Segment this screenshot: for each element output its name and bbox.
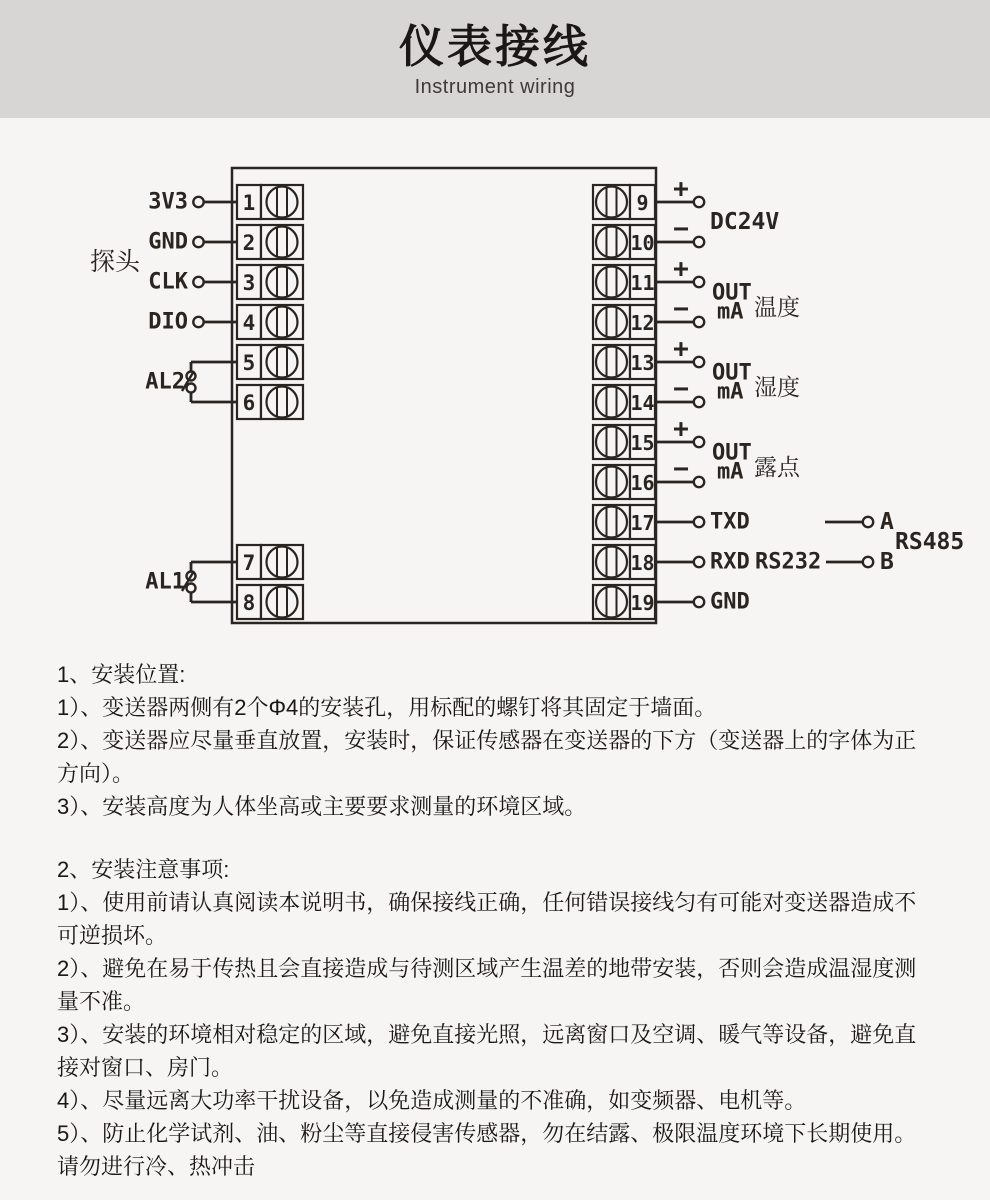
- wire-terminal-dot: [694, 197, 704, 207]
- terminal-3: [148, 265, 303, 299]
- polarity-sign: −: [673, 214, 689, 244]
- terminal-number: 12: [630, 311, 655, 335]
- terminal-6: [237, 385, 303, 419]
- wire-terminal-dot: [193, 197, 203, 207]
- screw-icon: [596, 467, 627, 498]
- terminal-number: 18: [630, 551, 655, 575]
- terminal-number: 1: [242, 191, 256, 215]
- wiring-diagram-section: [0, 118, 990, 650]
- terminal-number: 15: [630, 431, 655, 455]
- switch-label-AL2: AL2: [145, 369, 185, 395]
- page-header: [0, 0, 990, 118]
- terminal-14: [593, 374, 704, 419]
- wire-terminal-dot: [694, 477, 704, 487]
- terminal-4: [148, 305, 303, 339]
- note-item: 2）、变送器应尽量垂直放置，安装时，保证传感器在变送器的下方（变送器上的字体为正方向）。: [57, 728, 917, 786]
- installation-notes: [0, 650, 990, 1183]
- terminal-10: [593, 214, 704, 259]
- screw-icon: [596, 587, 627, 618]
- note-item: 4）、尽量远离大功率干扰设备，以免造成测量的不准确，如变频器、电机等。: [57, 1088, 807, 1113]
- screw-icon: [267, 547, 298, 578]
- screw-icon: [267, 347, 298, 378]
- section-heading: 1、安装位置:: [57, 662, 186, 687]
- terminal-16: [593, 454, 704, 499]
- terminal-11: [593, 254, 704, 299]
- terminal-number: 7: [242, 551, 256, 575]
- wiring-diagram: [0, 118, 990, 650]
- pin-label-CLK: CLK: [148, 269, 188, 295]
- switch-AL1: [145, 562, 237, 602]
- group-label-露点: [712, 441, 801, 485]
- terminal-number: 6: [242, 391, 256, 415]
- note-item: 3）、安装的环境相对稳定的区域，避免直接光照，远离窗口及空调、暖气等设备，避免直接对窗口、房门。: [57, 1022, 917, 1080]
- group-out: OUT: [712, 440, 752, 466]
- terminal-number: 11: [630, 271, 655, 295]
- terminal-13: [593, 334, 704, 379]
- terminal-18: [593, 545, 821, 579]
- screw-icon: [596, 307, 627, 338]
- section-install-position: [57, 658, 937, 823]
- polarity-sign: −: [673, 294, 689, 324]
- pin-label-DIO: DIO: [148, 309, 188, 335]
- terminal-19: [593, 585, 750, 619]
- pin-label-GND: GND: [710, 589, 750, 615]
- note-item: 2）、避免在易于传热且会直接造成与待测区域产生温差的地带安装，否则会造成温湿度测量不准。: [57, 956, 917, 1014]
- switch-label-AL1: AL1: [145, 569, 185, 595]
- rs485-b-label: B: [880, 549, 894, 575]
- terminal-number: 2: [242, 231, 256, 255]
- polarity-sign: +: [673, 414, 689, 444]
- terminal-7: [237, 545, 303, 579]
- screw-icon: [596, 187, 627, 218]
- terminal-number: 17: [630, 511, 655, 535]
- terminal-8: [237, 585, 303, 619]
- wire-terminal-dot: [694, 237, 704, 247]
- group-cn-湿度: 湿度: [754, 374, 800, 400]
- screw-icon: [596, 507, 627, 538]
- wire-terminal-dot: [694, 597, 704, 607]
- terminal-number: 13: [630, 351, 655, 375]
- terminal-5: [237, 345, 303, 379]
- screw-icon: [596, 387, 627, 418]
- wire-terminal-dot: [187, 384, 196, 393]
- pin-label-RXD: RXD: [710, 549, 750, 575]
- group-label-温度: [712, 281, 800, 325]
- group-cn-露点: 露点: [754, 454, 800, 480]
- screw-icon: [596, 267, 627, 298]
- group-ma: mA: [717, 379, 744, 405]
- wire-terminal-dot: [694, 397, 704, 407]
- polarity-sign: +: [673, 254, 689, 284]
- wire-terminal-dot: [193, 317, 203, 327]
- group-name: DC24V: [710, 209, 780, 235]
- polarity-sign: +: [673, 334, 689, 364]
- page-title: 仪表接线: [398, 21, 591, 72]
- pin-label-TXD: TXD: [710, 509, 750, 535]
- screw-icon: [267, 587, 298, 618]
- switch-AL2: [145, 362, 237, 402]
- terminal-number: 16: [630, 471, 655, 495]
- terminal-number: 19: [630, 591, 655, 615]
- terminal-number: 10: [630, 231, 655, 255]
- page-subtitle: Instrument wiring: [414, 76, 576, 98]
- section-items: [57, 691, 937, 823]
- section-items: [57, 886, 937, 1183]
- screw-icon: [596, 227, 627, 258]
- terminal-number: 8: [242, 591, 256, 615]
- pin-label-RS232: RS232: [755, 549, 822, 575]
- terminal-15: [593, 414, 704, 459]
- wire-terminal-dot: [193, 237, 203, 247]
- terminal-9: [593, 174, 704, 219]
- note-item: 1）、使用前请认真阅读本说明书，确保接线正确，任何错误接线匀有可能对变送器造成不可逆损坏。: [57, 890, 917, 948]
- group-ma: mA: [717, 299, 744, 325]
- note-item: 5）、防止化学试剂、油、粉尘等直接侵害传感器，勿在结露、极限温度环境下长期使用。请勿进行冷、热冲击: [57, 1121, 917, 1179]
- probe-label: 探头: [90, 248, 141, 276]
- wire-terminal-dot: [863, 517, 873, 527]
- group-label-湿度: [712, 361, 800, 405]
- terminal-12: [593, 294, 704, 339]
- screw-icon: [267, 267, 298, 298]
- terminal-number: 3: [242, 271, 256, 295]
- polarity-sign: −: [673, 374, 689, 404]
- terminal-number: 9: [636, 191, 649, 215]
- note-item: 3）、安装高度为人体坐高或主要要求测量的环境区域。: [57, 794, 587, 819]
- note-item: 1）、变送器两侧有2个Φ4的安装孔，用标配的螺钉将其固定于墙面。: [57, 695, 717, 720]
- terminal-number: 5: [242, 351, 256, 375]
- wire-terminal-dot: [187, 584, 196, 593]
- group-label-DC24V: [710, 209, 779, 235]
- wire-terminal-dot: [193, 277, 203, 287]
- terminal-17: [593, 505, 750, 539]
- group-cn-温度: 温度: [754, 294, 800, 320]
- screw-icon: [267, 387, 298, 418]
- polarity-sign: +: [673, 174, 689, 204]
- pin-label-3V3: 3V3: [148, 189, 188, 215]
- wire-terminal-dot: [863, 557, 873, 567]
- terminal-number: 4: [242, 311, 256, 335]
- terminal-number: 14: [630, 391, 655, 415]
- wire-terminal-dot: [694, 317, 704, 327]
- group-out: OUT: [712, 280, 752, 306]
- section-install-precautions: [57, 853, 937, 1183]
- screw-icon: [596, 547, 627, 578]
- wire-terminal-dot: [694, 517, 704, 527]
- wire-terminal-dot: [694, 557, 704, 567]
- screw-icon: [596, 427, 627, 458]
- wire-terminal-dot: [694, 437, 704, 447]
- group-ma: mA: [717, 459, 744, 485]
- screw-icon: [596, 347, 627, 378]
- group-out: OUT: [712, 360, 752, 386]
- pin-label-GND: GND: [148, 229, 188, 255]
- section-heading: 2、安装注意事项:: [57, 857, 230, 882]
- screw-icon: [267, 227, 298, 258]
- terminal-2: [148, 225, 303, 259]
- screw-icon: [267, 187, 298, 218]
- wire-terminal-dot: [694, 357, 704, 367]
- polarity-sign: −: [673, 454, 689, 484]
- screw-icon: [267, 307, 298, 338]
- terminal-1: [148, 185, 303, 219]
- rs485-label: RS485: [895, 529, 965, 555]
- rs485-a-label: A: [880, 509, 894, 535]
- wire-terminal-dot: [694, 277, 704, 287]
- rs485-group: [825, 509, 964, 575]
